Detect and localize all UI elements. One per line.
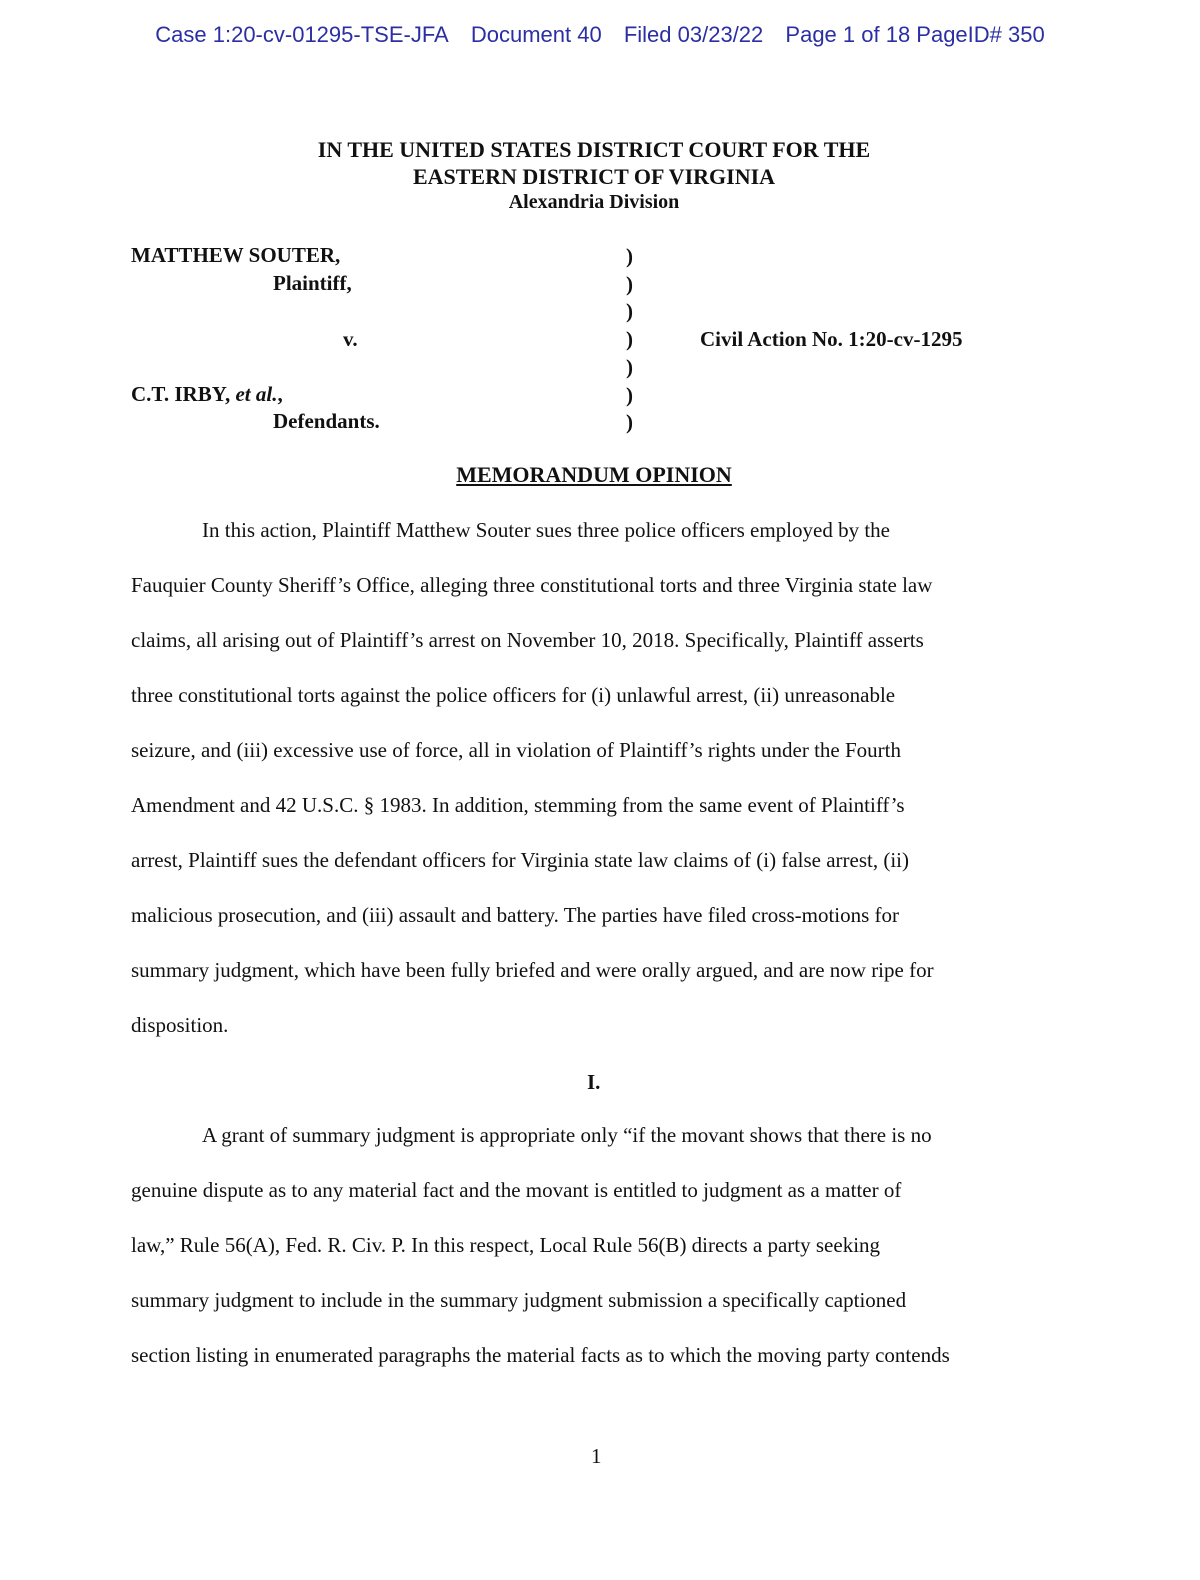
defendant-role: Defendants.	[273, 409, 380, 433]
ecf-header	[0, 22, 1200, 48]
body-text-line: claims, all arising out of Plaintiff’s arrest on November 10, 2018. Specifically, Plaintiff asserts	[131, 628, 924, 652]
civil-action-number: Civil Action No. 1:20-cv-1295	[700, 327, 963, 351]
body-text-line: three constitutional torts against the police officers for (i) unlawful arrest, (ii) unreasonable	[131, 683, 896, 707]
title-text: MEMORANDUM OPINION	[456, 462, 732, 487]
body-text-line: disposition.	[131, 1013, 229, 1037]
versus: v.	[343, 327, 358, 351]
body-text-line: section listing in enumerated paragraphs the material facts as to which the moving party contends	[131, 1343, 950, 1367]
body-text-line: Fauquier County Sheriff’s Office, alleging three constitutional torts and three Virginia state law	[131, 573, 933, 597]
caption-paren: )	[626, 410, 633, 435]
plaintiff-name: MATTHEW SOUTER,	[131, 243, 341, 267]
body-text-line: summary judgment to include in the summary judgment submission a specifically captioned	[131, 1288, 907, 1312]
page-number: 1	[591, 1444, 602, 1468]
defendant-name	[131, 382, 283, 407]
body-text-line: arrest, Plaintiff sues the defendant officers for Virginia state law claims of (i) false arrest, (ii)	[131, 848, 910, 872]
filed-date: Filed 03/23/22	[623, 22, 764, 47]
court-name-line2: EASTERN DISTRICT OF VIRGINIA	[412, 164, 776, 189]
body-text-line: seizure, and (iii) excessive use of force, all in violation of Plaintiff’s rights under the Fourth	[131, 738, 901, 762]
body-text-line: Amendment and 42 U.S.C. § 1983. In addition, stemming from the same event of Plaintiff’s	[131, 793, 905, 817]
plaintiff-role: Plaintiff,	[273, 271, 352, 295]
body-text-line: summary judgment, which have been fully briefed and were orally argued, and are now ripe for	[131, 958, 934, 982]
court-name-line1: IN THE UNITED STATES DISTRICT COURT FOR THE	[317, 137, 871, 162]
body-text-line: law,” Rule 56(A), Fed. R. Civ. P. In this respect, Local Rule 56(B) directs a party seeking	[131, 1233, 881, 1257]
caption-paren: )	[626, 299, 633, 324]
body-text-line: genuine dispute as to any material fact and the movant is entitled to judgment as a matter of	[131, 1178, 902, 1202]
caption-paren: )	[626, 354, 633, 379]
document-number: Document 40	[470, 22, 602, 47]
document-title	[0, 462, 1188, 488]
caption-paren: )	[626, 382, 633, 407]
et-al: et al.	[235, 382, 278, 406]
body-text-line: A grant of summary judgment is appropriate only “if the movant shows that there is no	[202, 1123, 932, 1147]
caption-paren: )	[626, 271, 633, 296]
caption-paren: )	[626, 327, 633, 352]
defendant-comma: ,	[277, 382, 283, 406]
section-heading: I.	[587, 1070, 601, 1094]
body-text-line: In this action, Plaintiff Matthew Souter sues three police officers employed by the	[202, 518, 890, 542]
case-number: Case 1:20-cv-01295-TSE-JFA	[155, 22, 449, 47]
defendant-name-text: C.T. IRBY,	[131, 382, 236, 406]
caption-paren: )	[626, 244, 633, 268]
body-text-line: malicious prosecution, and (iii) assault and battery. The parties have filed cross-motions for	[131, 903, 900, 927]
court-division: Alexandria Division	[508, 191, 680, 213]
page-info: Page 1 of 18 PageID# 350	[785, 22, 1045, 47]
